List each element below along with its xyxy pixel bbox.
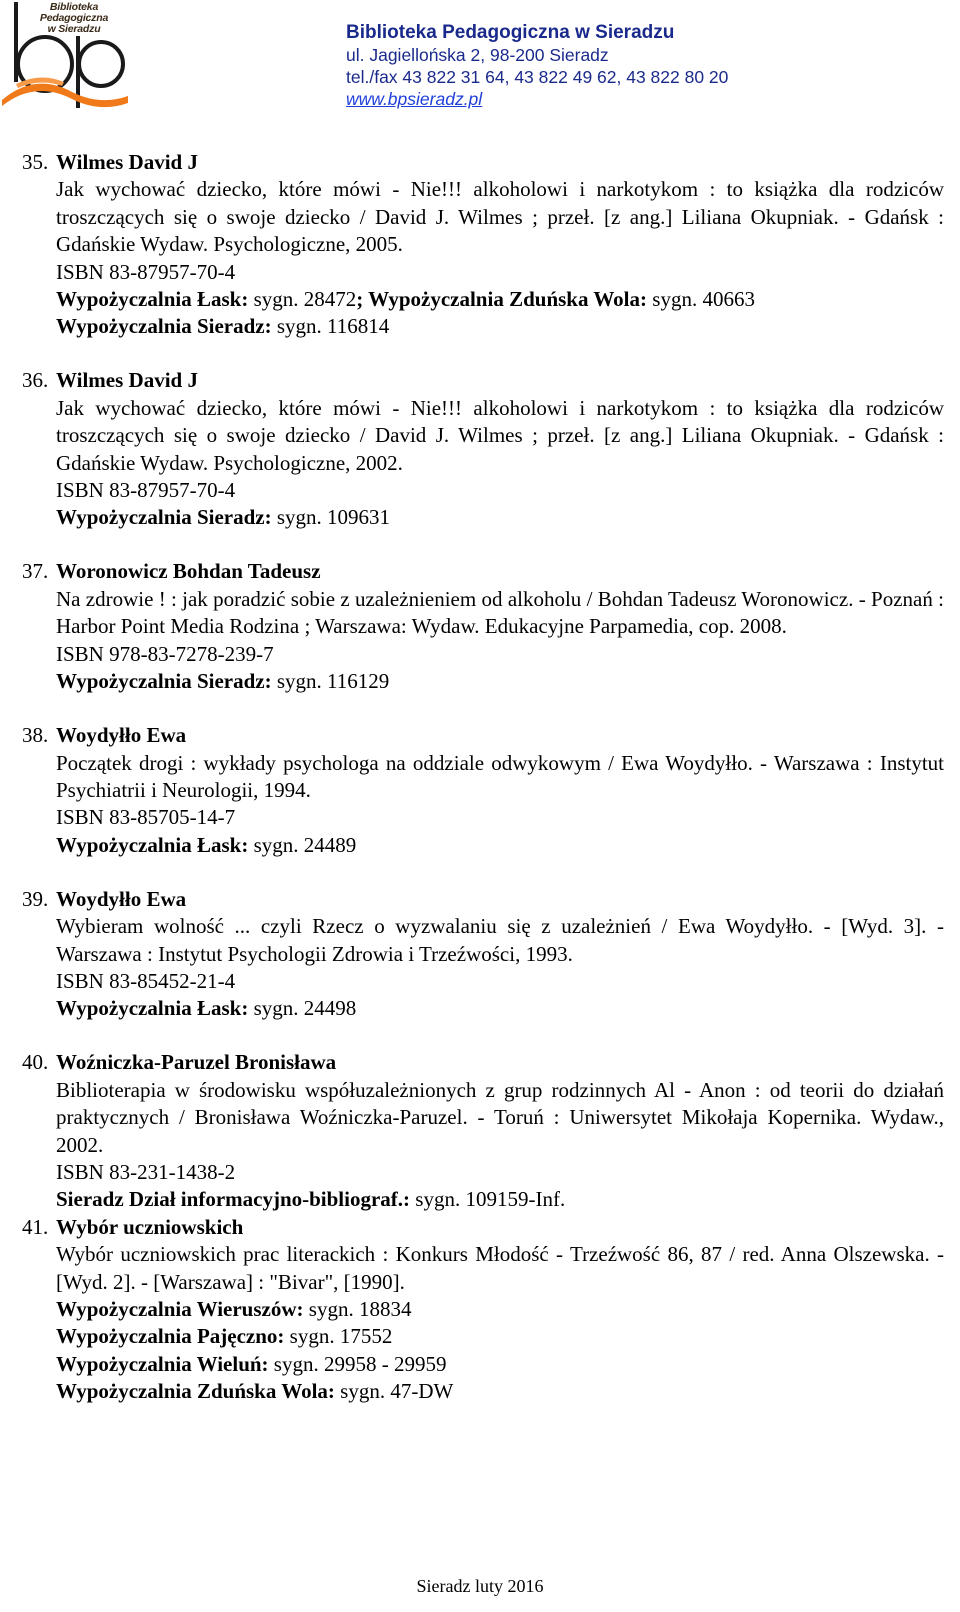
entry-author: Woźniczka-Paruzel Bronisława xyxy=(56,1050,337,1075)
page-footer: Sieradz luty 2016 xyxy=(416,1576,544,1596)
location-label: Wypożyczalnia Pajęczno: xyxy=(56,1324,285,1349)
entry-number: 36. xyxy=(22,368,49,393)
entry-location xyxy=(56,1296,944,1323)
entry-number: 40. xyxy=(22,1050,49,1075)
entry-author: Wilmes David J xyxy=(56,368,198,393)
entry-number: 37. xyxy=(22,559,49,584)
entry-location xyxy=(56,286,944,313)
entry-author: Wybór uczniowskich xyxy=(56,1214,244,1239)
call-number: sygn. 116814 xyxy=(271,314,390,339)
entry-location xyxy=(56,1351,944,1378)
bibliography-entry xyxy=(22,1214,944,1406)
entry-isbn: ISBN 978-83-7278-239-7 xyxy=(56,641,274,666)
entry-number: 38. xyxy=(22,723,49,748)
location-label: Wypożyczalnia Sieradz: xyxy=(56,314,272,339)
call-number: sygn. 109159-Inf. xyxy=(410,1187,566,1212)
call-number: sygn. 18834 xyxy=(303,1297,412,1321)
bp-logo-icon xyxy=(0,0,130,112)
call-number: sygn. 116129 xyxy=(271,669,390,694)
logo-title-line1: Biblioteka Pedagogiczna xyxy=(39,1,109,24)
entry-number: 41. xyxy=(22,1214,49,1239)
call-number: sygn. 28472 xyxy=(248,287,357,312)
bibliography-list xyxy=(22,149,944,1432)
entry-location xyxy=(56,313,944,340)
entry-location xyxy=(56,995,944,1022)
call-number: sygn. 40663 xyxy=(647,287,755,312)
bibliography-entry xyxy=(22,367,944,531)
location-label: ; Wypożyczalnia Zduńska Wola: xyxy=(356,287,648,312)
bibliography-entry xyxy=(22,1049,944,1213)
entry-author: Wilmes David J xyxy=(56,150,198,174)
library-header xyxy=(346,22,728,110)
location-label: Sieradz Dział informacyjno-bibliograf.: xyxy=(56,1187,411,1212)
call-number: sygn. 109631 xyxy=(271,505,391,530)
location-label: Wypożyczalnia Sieradz: xyxy=(56,505,272,530)
location-label: Wypożyczalnia Wieluń: xyxy=(56,1351,269,1376)
entry-location xyxy=(56,1186,944,1213)
entry-author: Woydyłło Ewa xyxy=(56,723,187,748)
logo-title-line2: w Sieradzu xyxy=(47,23,101,35)
call-number: sygn. 29958 - 29959 xyxy=(268,1351,447,1376)
entry-description: Na zdrowie ! : jak poradzić sobie z uzależnieniem od alkoholu / Bohdan Tadeusz Woronowicz. - Poznań : Harbor Point Media Rodzina ; Warszawa: Wydaw. Edukacyjne Parpamedia, cop. 2008. xyxy=(56,586,944,639)
entry-isbn: ISBN 83-85705-14-7 xyxy=(56,805,236,830)
entry-number: 39. xyxy=(22,886,49,911)
entry-location xyxy=(56,1378,944,1405)
location-label: Wypożyczalnia Zduńska Wola: xyxy=(56,1379,335,1404)
library-website-link[interactable]: www.bpsieradz.pl xyxy=(346,89,483,109)
entry-isbn: ISBN 83-231-1438-2 xyxy=(56,1159,236,1184)
entry-isbn: ISBN 83-87957-70-4 xyxy=(56,478,236,503)
call-number: sygn. 17552 xyxy=(284,1324,393,1349)
entry-isbn: ISBN 83-85452-21-4 xyxy=(56,968,236,993)
location-label: Wypożyczalnia Wieruszów: xyxy=(56,1297,304,1321)
entry-location xyxy=(56,504,944,531)
location-label: Wypożyczalnia Łask: xyxy=(56,996,249,1021)
entry-author: Woydyłło Ewa xyxy=(56,886,187,911)
entry-description: Wybór uczniowskich prac literackich : Konkurs Młodość - Trzeźwość 86, 87 / red. Anna Olszewska. - [Wyd. 2]. - [Warszawa] : "Bivar", [1990]. xyxy=(56,1242,944,1294)
entry-location xyxy=(56,1323,944,1350)
call-number: sygn. 47-DW xyxy=(334,1379,454,1404)
library-name: Biblioteka Pedagogiczna w Sieradzu xyxy=(346,22,675,43)
call-number: sygn. 24489 xyxy=(248,832,357,857)
call-number: sygn. 24498 xyxy=(248,996,357,1021)
location-label: Wypożyczalnia Łask: xyxy=(56,287,249,312)
bibliography-entry xyxy=(22,722,944,859)
location-label: Wypożyczalnia Łask: xyxy=(56,832,249,857)
bibliography-entry xyxy=(22,558,944,695)
entry-description: Początek drogi : wykłady psychologa na oddziale odwykowym / Ewa Woydyłło. - Warszawa : Instytut Psychiatrii i Neurologii, 1994. xyxy=(56,750,944,802)
entry-location xyxy=(56,668,944,695)
entry-author: Woronowicz Bohdan Tadeusz xyxy=(56,559,321,584)
entry-description: Wybieram wolność ... czyli Rzecz o wyzwalaniu się z uzależnień / Ewa Woydyłło. - [Wyd. 3]. - Warszawa : Instytut Psychologii Zdrowia i Trzeźwości, 1993. xyxy=(56,914,944,966)
location-label: Wypożyczalnia Sieradz: xyxy=(56,669,272,694)
entry-description: Biblioterapia w środowisku współuzależnionych z grup rodzinnych Al - Anon : od teorii do działań praktycznych / Bronisława Woźniczka-Paruzel. - Toruń : Uniwersytet Mikołaja Kopernika. Wydaw., 2002. xyxy=(56,1077,944,1157)
entry-location xyxy=(56,832,944,859)
library-address: ul. Jagiellońska 2, 98-200 Sieradz xyxy=(346,45,609,65)
bibliography-entry xyxy=(22,886,944,1023)
library-logo xyxy=(0,0,130,112)
entry-description: Jak wychować dziecko, które mówi - Nie!!! alkoholowi i narkotykom : to książka dla rodziców troszczących się o swoje dziecko / David J. Wilmes ; przeł. [z ang.] Liliana Okupniak. - Gdańsk : Gdańskie Wydaw. Psychologiczne, 2002. xyxy=(56,395,944,475)
entry-description: Jak wychować dziecko, które mówi - Nie!!! alkoholowi i narkotykom : to książka dla rodziców troszczących się o swoje dziecko / David J. Wilmes ; przeł. [z ang.] Liliana Okupniak. - Gdańsk : Gdańskie Wydaw. Psychologiczne, 2005. xyxy=(56,177,944,257)
entry-isbn: ISBN 83-87957-70-4 xyxy=(56,259,236,284)
bibliography-entry xyxy=(22,149,944,341)
library-phone: tel./fax 43 822 31 64, 43 822 49 62, 43 822 80 20 xyxy=(346,67,729,87)
entry-number: 35. xyxy=(22,150,49,174)
